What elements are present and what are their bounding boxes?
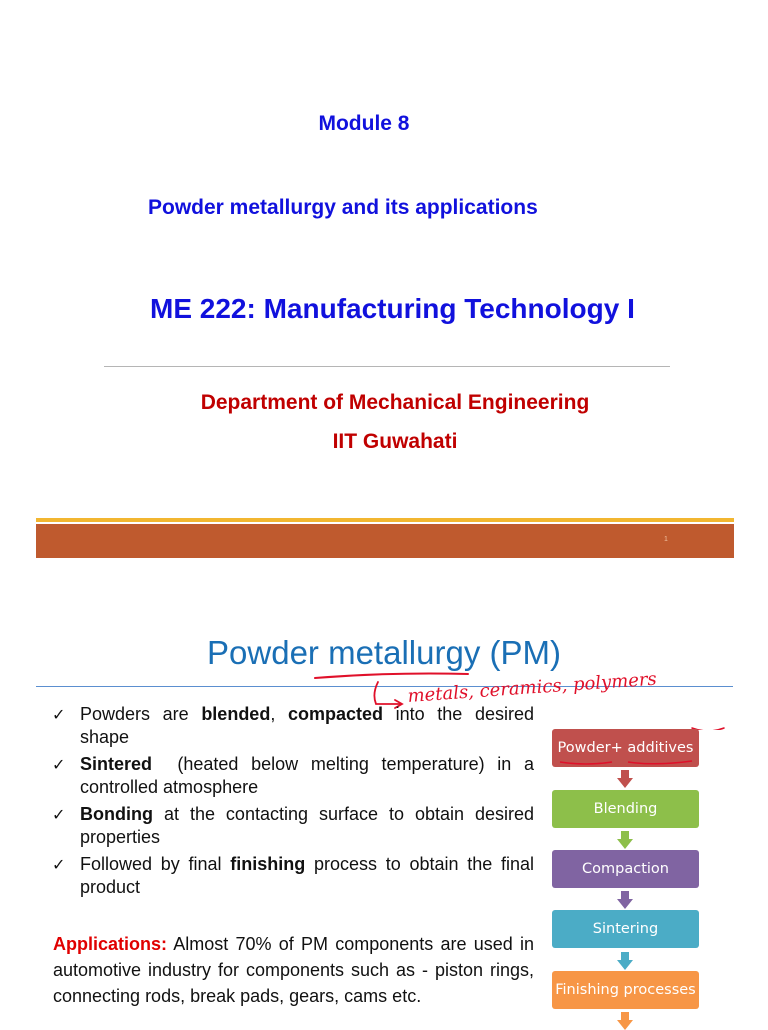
flow-step-finishing: Finishing processes: [552, 971, 699, 1009]
flow-step-sintering: Sintering: [552, 910, 699, 948]
flow-step-compaction: Compaction: [552, 850, 699, 888]
footer-band-accent: [36, 518, 734, 522]
arrow-down-icon: [617, 891, 633, 909]
slide-page-number: 1: [664, 536, 668, 543]
bullet-item: ✓ Followed by final finishing process to obtain the final product: [52, 854, 534, 897]
institute-name: IIT Guwahati: [332, 430, 458, 453]
applications-label: Applications:: [53, 934, 168, 954]
arrow-down-icon: [617, 1012, 633, 1030]
course-title: ME 222: Manufacturing Technology I: [150, 293, 635, 324]
footer-band: [36, 524, 734, 558]
flow-step-powder-additives: Powder+ additives: [552, 729, 699, 767]
applications-paragraph: Applications: Almost 70% of PM components are used in automotive industry for components such as - piston rings, connecting rods, break pads, gears, cams etc.: [53, 934, 534, 1006]
title-divider: [104, 366, 670, 367]
handwritten-underline: [556, 756, 696, 768]
module-subtitle: Powder metallurgy and its applications: [148, 196, 538, 219]
checkmark-icon: ✓: [52, 805, 66, 824]
department-name: Department of Mechanical Engineering: [200, 391, 590, 414]
slide-title: Powder metallurgy (PM): [207, 634, 561, 671]
arrow-down-icon: [617, 770, 633, 788]
checkmark-icon: ✓: [52, 755, 66, 774]
bullet-item: ✓ Bonding at the contacting surface to obtain desired properties: [52, 804, 534, 847]
module-heading: Module 8: [318, 112, 410, 135]
bullet-item: ✓ Sintered (heated below melting temperature) in a controlled atmosphere: [52, 754, 540, 797]
arrow-down-icon: [617, 831, 633, 849]
checkmark-icon: ✓: [52, 855, 66, 874]
bullet-item: ✓ Powders are blended, compacted into the desired shape: [52, 704, 534, 747]
checkmark-icon: ✓: [52, 705, 66, 724]
arrow-down-icon: [617, 952, 633, 970]
annotation-text: metals, ceramics, polymers: [406, 668, 658, 707]
bullet-list: [52, 703, 540, 903]
flow-step-blending: Blending: [552, 790, 699, 828]
